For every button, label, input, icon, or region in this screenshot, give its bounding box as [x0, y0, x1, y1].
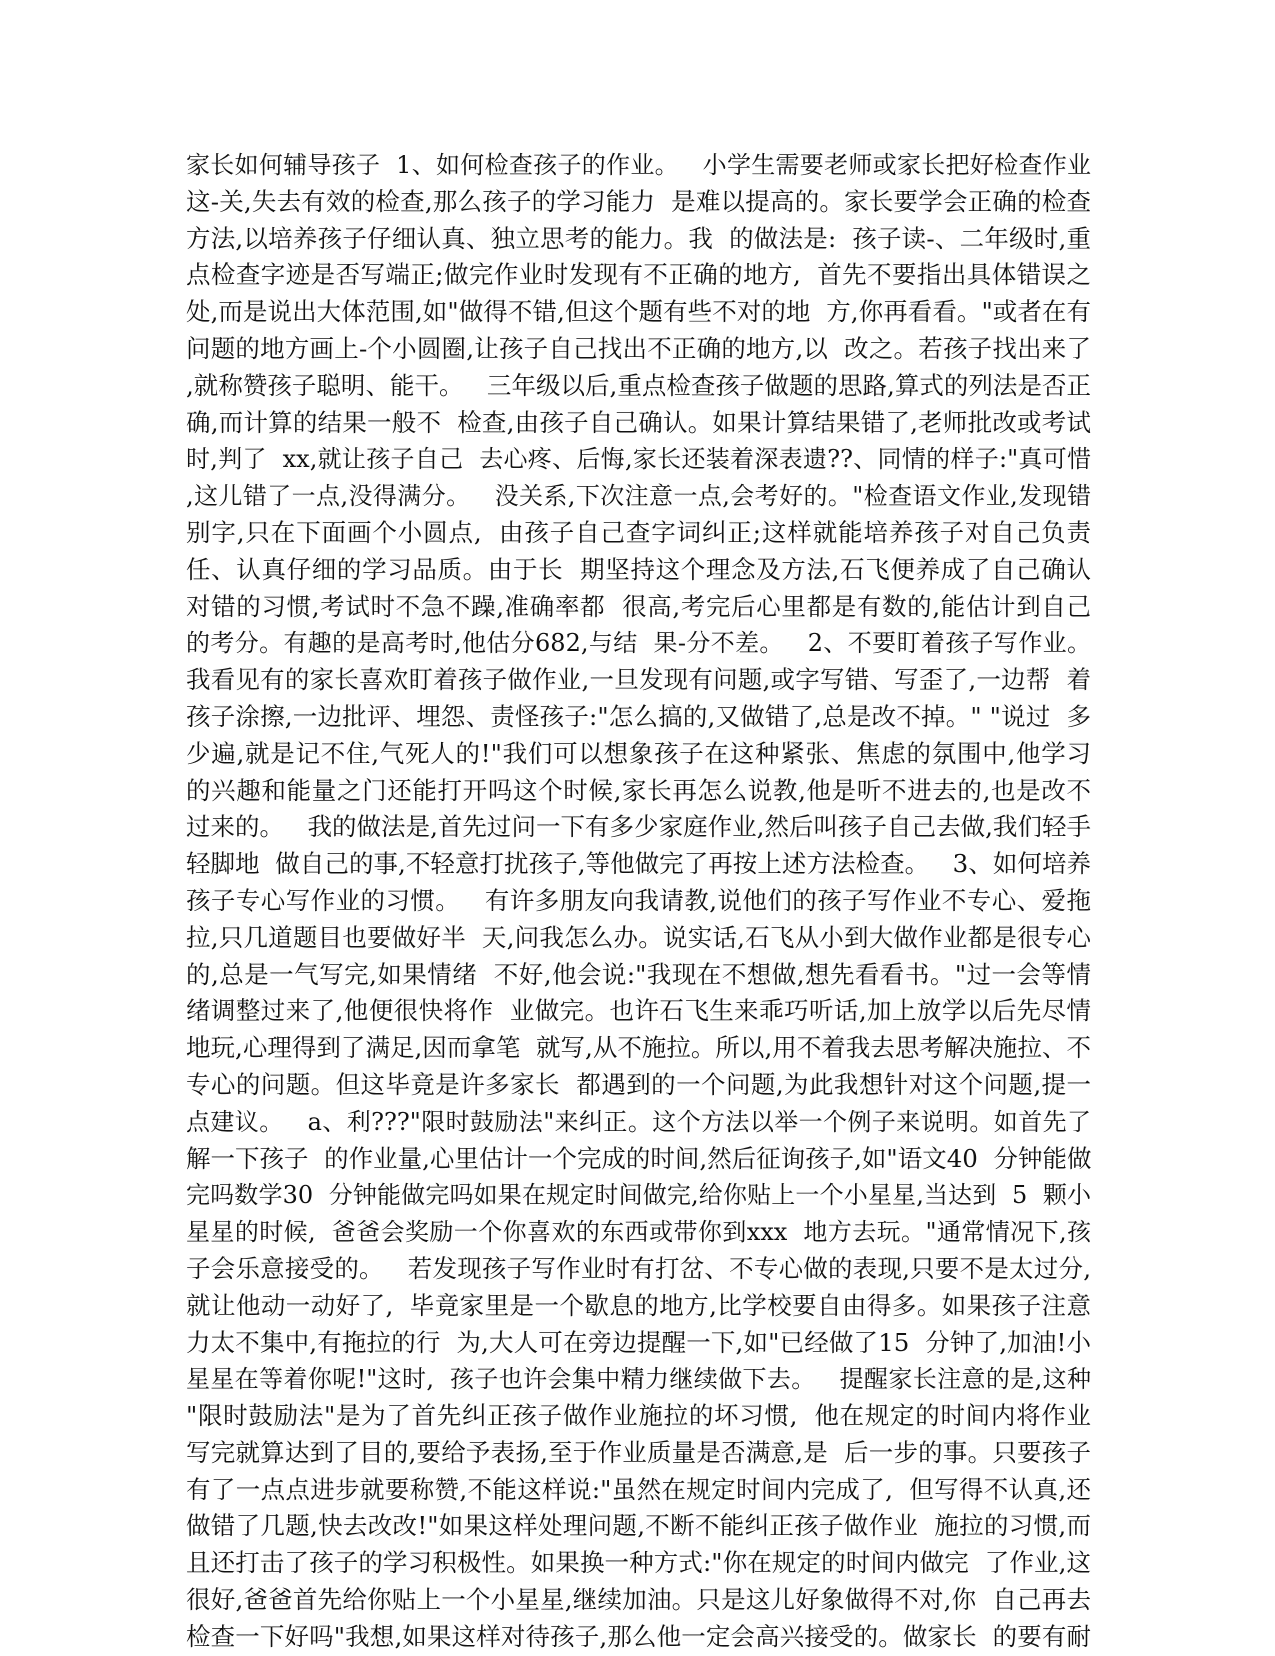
text-line: 对错的习惯,考试时不急不躁,准确率都 很高,考完后心里都是有数的,能估计到自己 [186, 591, 1091, 621]
text-line: 就让他动一动好了, 毕竟家里是一个歇息的地方,比学校要自由得多。如果孩子注意 [186, 1290, 1091, 1320]
text-line: 点建议。 a、利???"限时鼓励法"来纠正。这个方法以举一个例子来说明。如首先了 [186, 1107, 1091, 1136]
text-line: 写完就算达到了目的,要给予表扬,至于作业质量是否满意,是 后一步的事。只要孩子 [186, 1437, 1091, 1467]
text-line: 做错了几题,快去改改!"如果这样处理问题,不断不能纠正孩子做作业 施拉的习惯,而 [186, 1511, 1091, 1541]
text-line: 的兴趣和能量之门还能打开吗这个时候,家长再怎么说教,他是听不进去的,也是改不 [186, 775, 1091, 805]
text-line: 我看见有的家长喜欢盯着孩子做作业,一旦发现有问题,或字写错、写歪了,一边帮 着 [186, 665, 1091, 695]
text-line: 孩子专心写作业的习惯。 有许多朋友向我请教,说他们的孩子写作业不专心、爱拖 [186, 885, 1091, 915]
text-line: 点检查字迹是否写端正;做完作业时发现有不正确的地方, 首先不要指出具体错误之 [186, 260, 1091, 290]
text-line: 检查一下好吗"我想,如果这样对待孩子,那么他一定会高兴接受的。做家长 的要有耐 [186, 1621, 1091, 1651]
text-line: 完吗数学30 分钟能做完吗如果在规定时间做完,给你贴上一个小星星,当达到 5 颗小 [186, 1181, 1091, 1210]
body-text [186, 147, 1091, 1656]
text-line: 子会乐意接受的。 若发现孩子写作业时有打岔、不专心做的表现,只要不是太过分, [186, 1253, 1091, 1283]
text-line: 孩子涂擦,一边批评、埋怨、责怪孩子:"怎么搞的,又做错了,总是改不掉。" "说过 多 [186, 701, 1091, 731]
text-line: 家长如何辅导孩子 1、如何检查孩子的作业。 小学生需要老师或家长把好检查作业 [186, 151, 1091, 179]
text-line: ,就称赞孩子聪明、能干。 三年级以后,重点检查孩子做题的思路,算式的列法是否正 [186, 370, 1091, 400]
text-line: 专心的问题。但这毕竟是许多家长 都遇到的一个问题,为此我想针对这个问题,提一 [186, 1069, 1091, 1099]
text-line: 少遍,就是记不住,气死人的!"我们可以想象孩子在这种紧张、焦虑的氛围中,他学习 [186, 738, 1091, 768]
text-line: 处,而是说出大体范围,如"做得不错,但这个题有些不对的地 方,你再看看。"或者在有 [186, 297, 1091, 327]
text-line: 任、认真仔细的学习品质。由于长 期坚持这个理念及方法,石飞便养成了自己确认 [186, 554, 1091, 584]
text-line: 轻脚地 做自己的事,不轻意打扰孩子,等他做完了再按上述方法检查。 3、如何培养 [186, 849, 1091, 879]
text-line: 过来的。 我的做法是,首先过问一下有多少家庭作业,然后叫孩子自己去做,我们轻手 [186, 812, 1091, 842]
text-line: 解一下孩子 的作业量,心里估计一个完成的时间,然后征询孩子,如"语文40 分钟能做 [186, 1143, 1091, 1173]
text-line: 地玩,心理得到了满足,因而拿笔 就写,从不施拉。所以,用不着我去思考解决施拉、不 [186, 1033, 1091, 1063]
text-line: 星星在等着你呢!"这时, 孩子也许会集中精力继续做下去。 提醒家长注意的是,这种 [186, 1365, 1091, 1394]
text-line: 的考分。有趣的是高考时,他估分682,与结 果-分不差。 2、不要盯着孩子写作业。 [186, 629, 1091, 658]
text-line: "限时鼓励法"是为了首先纠正孩子做作业施拉的坏习惯, 他在规定的时间内将作业 [186, 1401, 1091, 1431]
text-line: 力太不集中,有拖拉的行 为,大人可在旁边提醒一下,如"已经做了15 分钟了,加油!小 [186, 1327, 1091, 1357]
text-line: 星星的时候, 爸爸会奖励一个你喜欢的东西或带你到xxx 地方去玩。"通常情况下,孩 [186, 1218, 1091, 1247]
text-line: ,这儿错了一点,没得满分。 没关系,下次注意一点,会考好的。"检查语文作业,发现错 [186, 482, 1091, 511]
text-line: 方法,以培养孩子仔细认真、独立思考的能力。我 的做法是: 孩子读-、二年级时,重 [186, 223, 1091, 253]
text-line: 有了一点点进步就要称赞,不能这样说:"虽然在规定时间内完成了, 但写得不认真,还 [186, 1474, 1091, 1504]
text-line: 确,而计算的结果一般不 检查,由孩子自己确认。如果计算结果错了,老师批改或考试 [186, 407, 1091, 437]
text-line: 绪调整过来了,他便很快将作 业做完。也许石飞生来乖巧听话,加上放学以后先尽情 [186, 996, 1091, 1026]
text-line: 的,总是一气写完,如果情绪 不好,他会说:"我现在不想做,想先看看书。"过一会等情 [186, 959, 1091, 989]
text-line: 时,判了 xx,就让孩子自己 去心疼、后悔,家长还装着深表遗??、同情的样子:"真可惜 [186, 445, 1091, 474]
text-line: 很好,爸爸首先给你贴上一个小星星,继续加油。只是这儿好象做得不对,你 自己再去 [186, 1585, 1091, 1615]
text-line: 拉,只几道题目也要做好半 天,问我怎么办。说实话,石飞从小到大做作业都是很专心 [186, 922, 1091, 952]
text-line: 且还打击了孩子的学习积极性。如果换一种方式:"你在规定的时间内做完 了作业,这 [186, 1548, 1091, 1578]
text-line: 问题的地方画上-个小圆圈,让孩子自己找出不正确的地方,以 改之。若孩子找出来了 [186, 333, 1091, 363]
text-line: 这-关,失去有效的检查,那么孩子的学习能力 是难以提高的。家长要学会正确的检查 [186, 186, 1091, 216]
text-line: 别字,只在下面画个小圆点, 由孩子自己查字词纠正;这样就能培养孩子对自己负责 [186, 517, 1091, 547]
